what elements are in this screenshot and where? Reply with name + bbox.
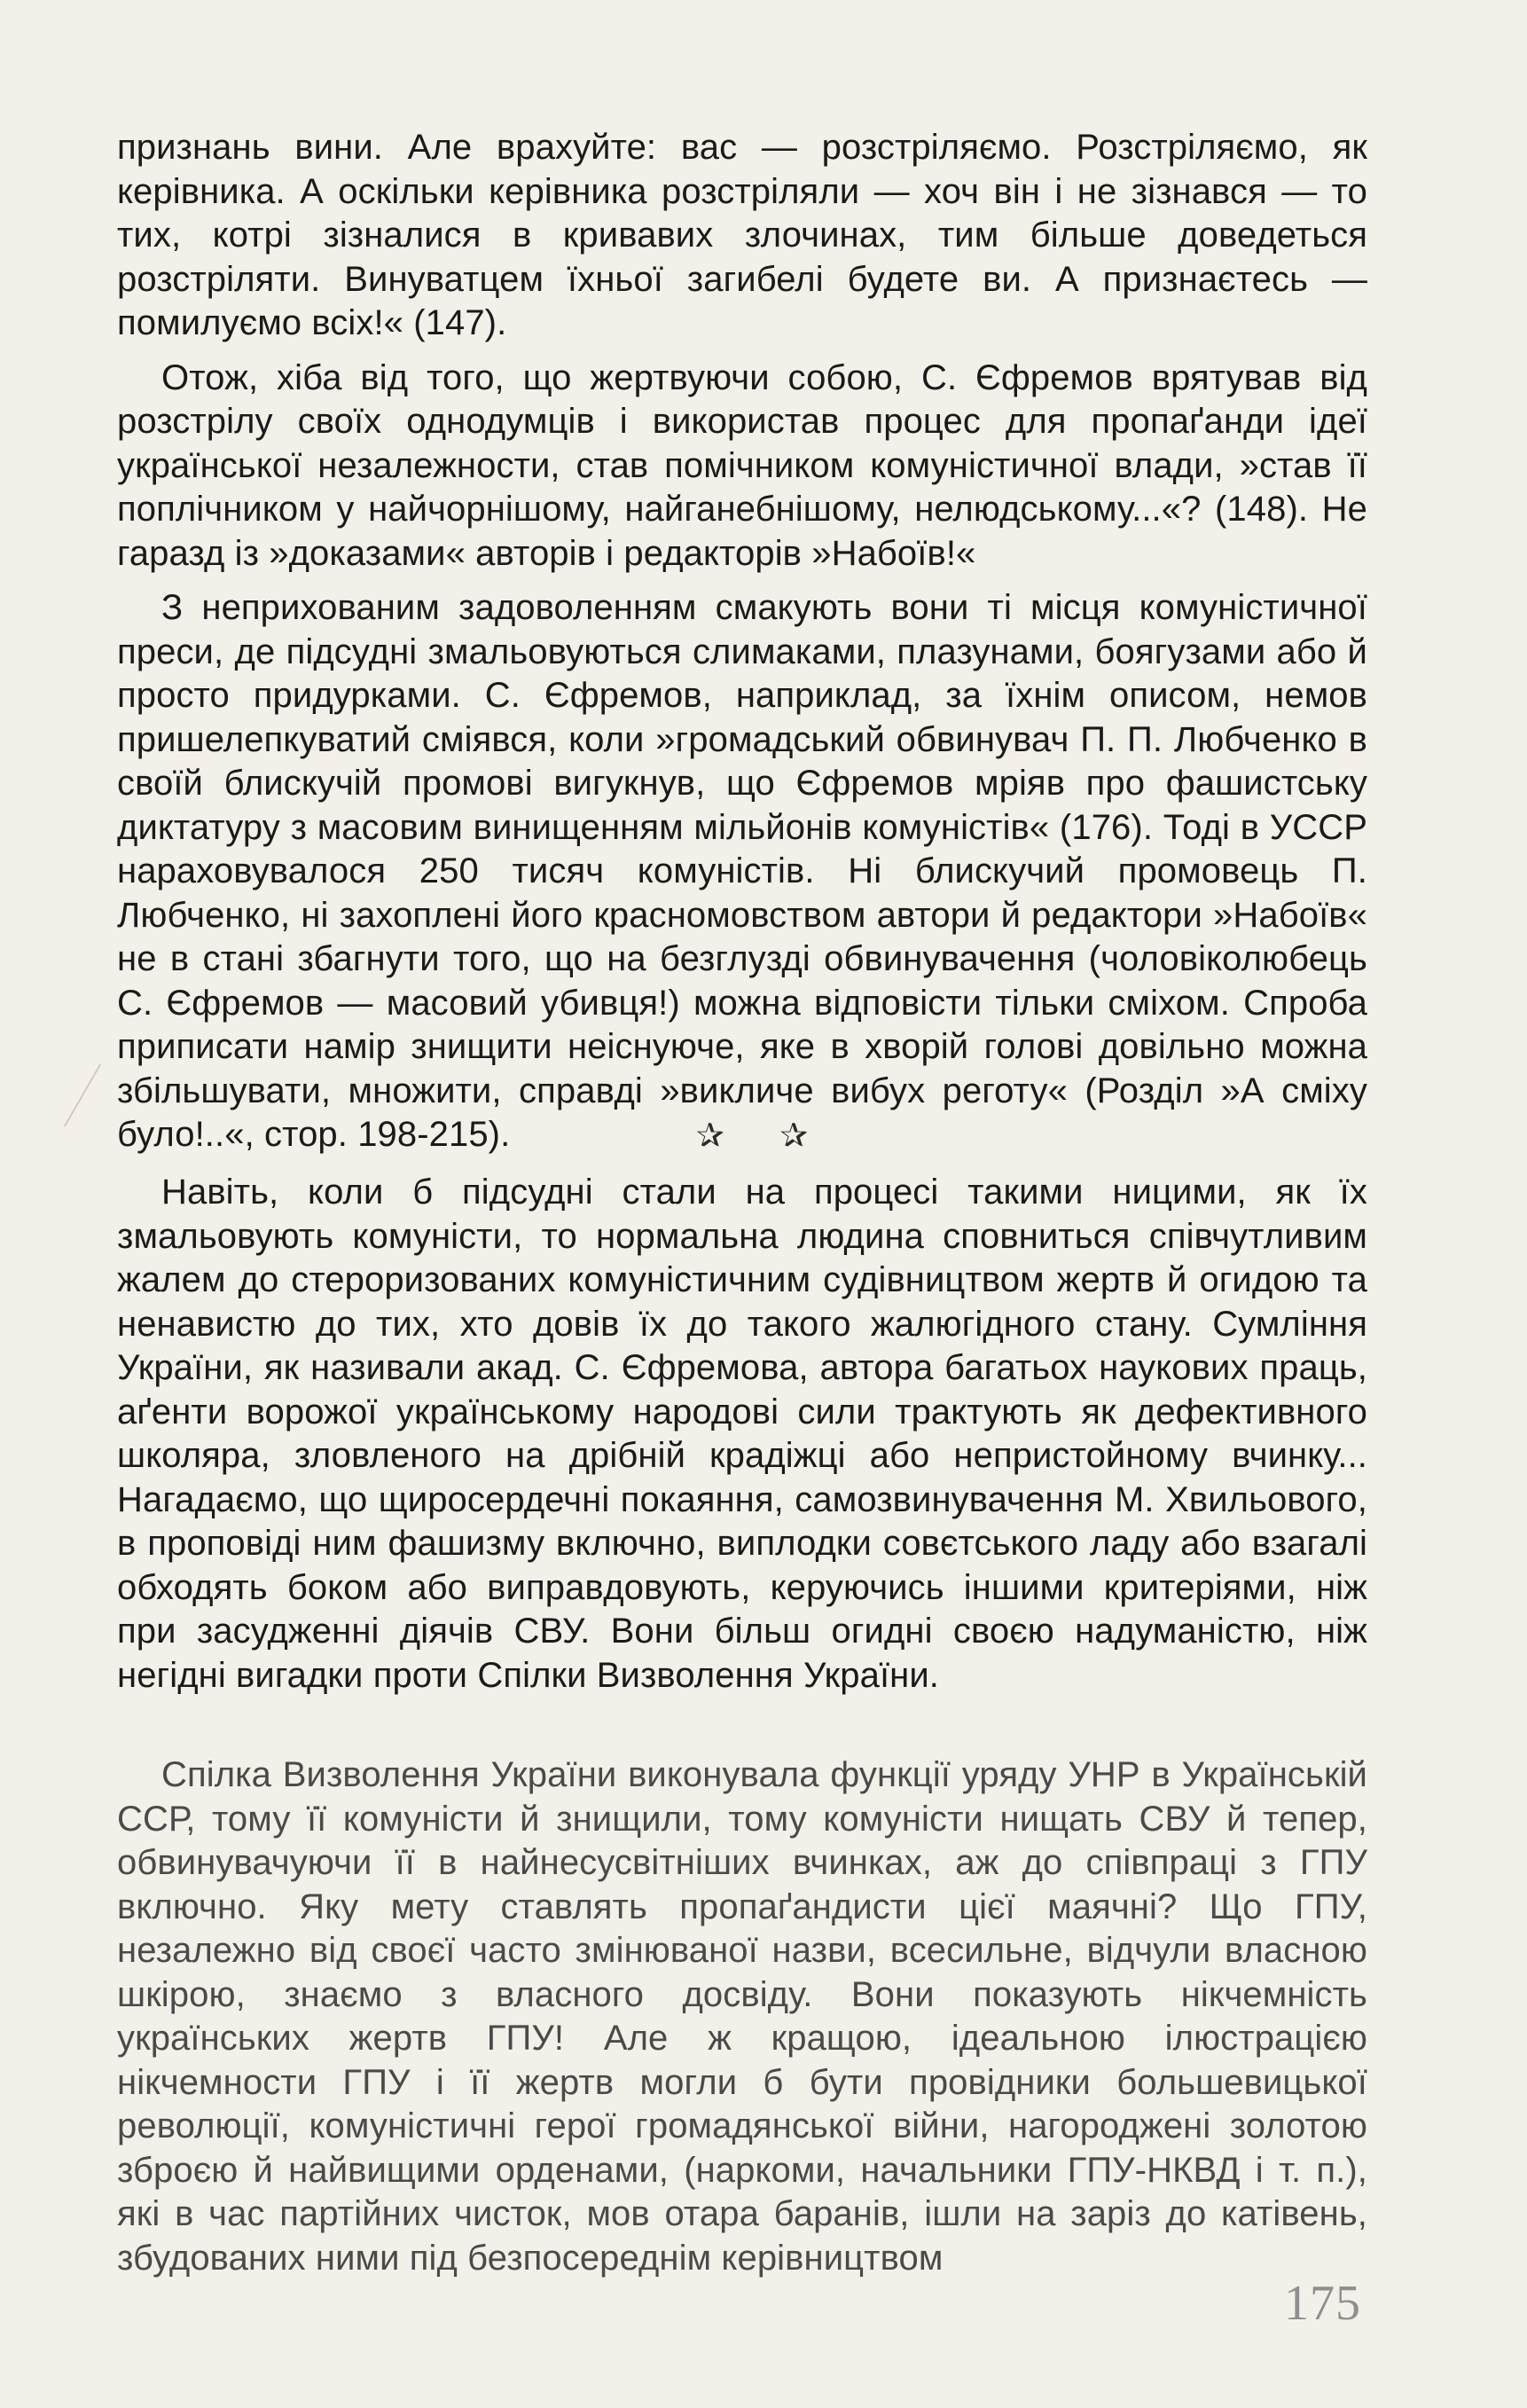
page-number: 175 [1284, 2276, 1361, 2331]
text-block-middle [117, 1171, 1367, 1698]
text-block-bottom [117, 1753, 1367, 2280]
section-separator: ✰ ✰ [695, 1118, 832, 1155]
paragraph: Спілка Визволення України виконувала функції уряду УНР в Українській ССР, тому її комуністи й знищили, тому комуністи нищать СВУ й тепер, обвинувачуючи її в найнесусвітніших вчинках, аж до співпраці з ГПУ включно. Яку мету ставлять пропаґандисти цієї маячні? Що ГПУ, незалежно від своєї часто змінюваної назви, всесильне, відчули власною шкірою, знаємо з власного досвіду. Вони показують нікчемність українських жертв ГПУ! Але ж кращою, ідеальною ілюстрацією нікчемности ГПУ і її жертв могли б бути провідники большевицької революції, комуністичні герої громадянської війни, нагороджені золотою зброєю й найвищими орденами, (наркоми, начальники ГПУ-НКВД і т. п.), які в час партійних чисток, мов отара баранів, ішли на заріз до катівень, збудованих ними під безпосереднім керівництвом [117, 1755, 1367, 2278]
paragraph: Отож, хіба від того, що жертвуючи собою, С. Єфремов врятував від розстрілу своїх однодумців і використав процес для пропаґанди ідеї української незалежности, став помічником комуністичної влади, »став її поплічником у найчорнішому, найганебнішому, нелюдському...«? (148). Не гаразд із »доказами« авторів і редакторів »Набоїв!« [117, 357, 1367, 573]
paragraph: З неприхованим задоволенням смакують вони ті місця комуністичної преси, де підсудні змальовуються слимаками, плазунами, боягузами або й просто придурками. С. Єфремов, наприклад, за їхнім описом, немов пришелепкуватий сміявся, коли »громадський обвинувач П. П. Любченко в своїй блискучій промові вигукнув, що Єфремов мріяв про фашистську диктатуру з масовим винищенням мільйонів комуністів« (176). Тоді в УССР нараховувалося 250 тисяч комуністів. Ні блискучий промовець П. Любченко, ні захоплені його красномовством автори й редактори »Набоїв« не в стані збагнути того, що на безглузді обвинувачення (чоловіколюбець С. Єфремов — масовий убивця!) можна відповісти тільки сміхом. Спроба приписати намір знищити неіснуюче, яке в хворій голові довільно можна збільшувати, множити, справді »викличе вибух реготу« (Розділ »А сміху було!..«, стор. 198-215). [117, 588, 1367, 1154]
paragraph-continuation: признань вини. Але врахуйте: вас — розстріляємо. Розстріляємо, як керівника. А оскільки керівника розстріляли — хоч він і не зізнався — то тих, котрі зізналися в кривавих злочинах, тим більше доведеться розстріляти. Винуватцем їхньої загибелі будете ви. А признаєтесь — помилуємо всіх!« (147). [117, 128, 1367, 342]
text-block-top [117, 126, 1367, 1157]
paragraph: Навіть, коли б підсудні стали на процесі такими ницими, як їх змальовують комуністи, то нормальна людина сповниться співчутливим жалем до стероризованих комуністичним судівництвом жертв й огидою та ненавистю до тих, хто довів їх до такого жалюгідного стану. Сумління України, як називали акад. С. Єфремова, автора багатьох наукових праць, аґенти ворожої українському народові сили трактують як дефективного школяра, зловленого на дрібній крадіжці або непристойному вчинку... Нагадаємо, що щиросердечні покаяння, самозвинувачення М. Хвильового, в проповіді ним фашизму включно, виплодки совєтського ладу або взагалі обходять боком або виправдовують, керуючись іншими критеріями, ніж при засудженні діячів СВУ. Вони більш огидні своєю надуманістю, ніж негідні вигадки проти Спілки Визволення України. [117, 1173, 1367, 1695]
